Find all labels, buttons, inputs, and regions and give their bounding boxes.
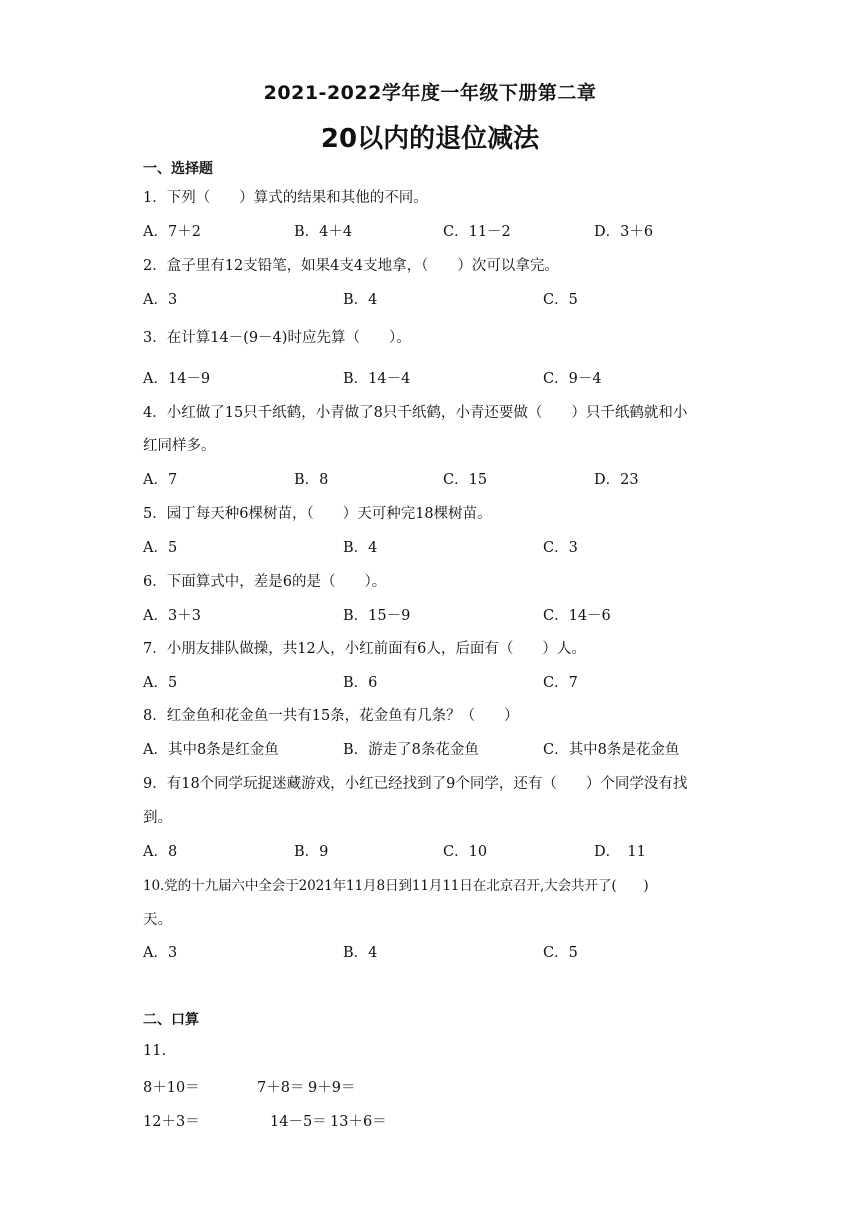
q10-option-c: C．5: [543, 945, 578, 961]
q8-option-b: B．游走了8条花金鱼: [343, 742, 479, 758]
question-9: 9．有18个同学玩捉迷藏游戏，小红已经找到了9个同学，还有（ ）个同学没有找: [143, 776, 688, 792]
q4-option-c: C．15: [443, 472, 488, 488]
q2-option-b: B．4: [343, 292, 378, 308]
q6-option-b: B．15－9: [343, 608, 411, 624]
q6-option-c: C．14－6: [543, 608, 611, 624]
q5-option-c: C．3: [543, 540, 578, 556]
q3-option-a: A．14－9: [143, 371, 211, 387]
q8-option-c: C．其中8条是花金鱼: [543, 742, 680, 758]
question-2: 2．盒子里有12支铅笔，如果4支4支地拿，（ ）次可以拿完。: [143, 258, 559, 274]
question-4-cont: 红同样多。: [143, 438, 216, 454]
question-4: 4．小红做了15只千纸鹤，小青做了8只千纸鹤，小青还要做（ ）只千纸鹤就和小: [143, 405, 688, 421]
question-10-cont: 天。: [143, 912, 172, 928]
q10-option-a: A．3: [143, 945, 178, 961]
q9-option-d: D． 11: [594, 844, 646, 860]
q1-option-a: A．7＋2: [143, 224, 201, 240]
q9-option-a: A．8: [143, 844, 178, 860]
oral-item: 9＋9＝: [308, 1080, 356, 1096]
question-8: 8．红金鱼和花金鱼一共有15条，花金鱼有几条？（ ）: [143, 708, 519, 724]
q2-option-c: C．5: [543, 292, 578, 308]
question-5: 5．园丁每天种6棵树苗，（ ）天可种完18棵树苗。: [143, 506, 492, 522]
q9-option-c: C．10: [443, 844, 488, 860]
q10-option-b: B．4: [343, 945, 378, 961]
q7-option-a: A．5: [143, 675, 178, 691]
question-6: 6．下面算式中，差是6的是（ ）。: [143, 574, 387, 590]
q5-option-b: B．4: [343, 540, 378, 556]
q7-option-b: B．6: [343, 675, 378, 691]
q2-option-a: A．3: [143, 292, 178, 308]
oral-item: 14－5＝: [270, 1114, 327, 1130]
question-3: 3．在计算14－(9－4)时应先算（ ）。: [143, 330, 411, 346]
q7-option-c: C．7: [543, 675, 578, 691]
question-10: 10.党的十九届六中全会于2021年11月8日到11月11日在北京召开,大会共开了( ): [143, 878, 649, 894]
q4-option-d: D．23: [594, 472, 639, 488]
q6-option-a: A．3＋3: [143, 608, 201, 624]
oral-item: 7＋8＝: [257, 1080, 305, 1096]
question-1: 1．下列（ ）算式的结果和其他的不同。: [143, 190, 428, 206]
document-title: 2021-2022学年度一年级下册第二章: [263, 82, 597, 104]
q4-option-b: B．8: [294, 472, 329, 488]
section-heading-oral: 二、口算: [143, 1012, 199, 1028]
oral-item: 8＋10＝: [143, 1080, 200, 1096]
q1-option-d: D．3＋6: [594, 224, 654, 240]
q8-option-a: A．其中8条是红金鱼: [143, 742, 279, 758]
q1-option-c: C．11－2: [443, 224, 511, 240]
q3-option-c: C．9－4: [543, 371, 602, 387]
question-9-cont: 到。: [143, 810, 172, 826]
oral-item: 13＋6＝: [330, 1114, 387, 1130]
section-heading-choice: 一、选择题: [143, 161, 213, 177]
q5-option-a: A．5: [143, 540, 178, 556]
question-7: 7．小朋友排队做操，共12人，小红前面有6人，后面有（ ）人。: [143, 641, 586, 657]
q9-option-b: B．9: [294, 844, 329, 860]
q3-option-b: B．14－4: [343, 371, 411, 387]
oral-item: 12＋3＝: [143, 1114, 200, 1130]
q4-option-a: A．7: [143, 472, 178, 488]
document-subtitle: 20以内的退位减法: [320, 124, 540, 154]
q1-option-b: B．4＋4: [294, 224, 353, 240]
question-11: 11.: [143, 1043, 167, 1059]
